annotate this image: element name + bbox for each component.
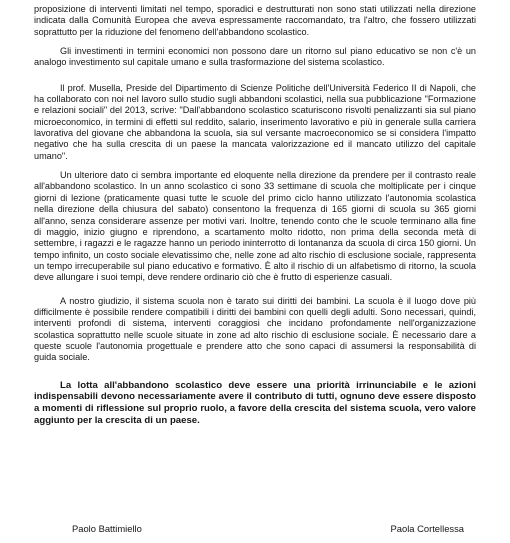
paragraph-musella-quote: Il prof. Musella, Preside del Dipartimento di Scienze Politiche dell'Università Federico II di Napoli, che ha collaborato con noi nel lavoro sullo studio sugli abbandoni scolastici, nella sua pubblicazione "Formazione e relazioni sociali" del 2013, scrive: "Dall'abbandono scolastico scaturiscono risvolti penalizzanti sia sul piano microeconomico, in termini di effetti sul reddito, salario, inserimento lavorativo e più in generale sulla carriera lavorativa del giovane che abbandona la scuola, sia sul versante macroeconomico se si considera l'impatto negativo che ha sulla crescita di un paese la mancata valorizzazione ed il mancato utilizzo del capitale umano". — [34, 82, 476, 161]
conclusion-paragraph: La lotta all'abbandono scolastico deve essere una priorità irrinunciabile e le azioni indispensabili devono necessariamente avere il contributo di tutti, ognuno deve essere disposto a momenti di riflessione sul proprio ruolo, a favore della crescita del sistema scuola, vero valore aggiunto per la crescita di un paese. — [34, 379, 476, 427]
paragraph-investments: Gli investimenti in termini economici non possono dare un ritorno sul piano educativo se non c'è un analogo investimento sul capitale umano e sulla trasformazione del sistema scolastico. — [34, 46, 476, 68]
signature-cortellessa: Paola Cortellessa — [390, 523, 464, 534]
paragraph-school-calendar: Un ulteriore dato ci sembra importante ed eloquente nella direzione da prendere per il contrasto reale all'abbandono scolastico. In un anno scolastico ci sono 33 settimane di scuola che moltiplicate per i cinque giorni di lezione (praticamente quasi tutte le scuole del primo ciclo hanno utilizzato l'autonomia scolastica nella direzione della chiusura del sabato) consentono la frequenza di 165 giorni di scuola su 365 giorni all'anno, senza considerare assenze per motivi vari. Inoltre, tenendo conto che le scuole terminano alla fine di maggio, inizio giugno e riprendono, a scartamento molto ridotto, non prima della seconda metà di settembre, i ragazzi e le ragazze hanno un periodo ininterrotto di lontananza da scuola di circa 150 giorni. Un tempo infinito, un costo sociale elevatissimo che, nelle zone ad alto rischio di esclusione sociale, rappresenta un tempo irrecuperabile sul piano educativo e formativo. È alto il rischio di un alfabetismo di ritorno, la scuola deve allungare i suoi tempi, deve rendere ordinario ciò che è frutto di esperienze casuali. — [34, 170, 476, 283]
paragraph-continuation: proposizione di interventi limitati nel tempo, sporadici e destrutturati non sono stati utilizzati nella direzione indicata dalla Comunità Europea che aveva espressamente raccomandato, tra l'altro, che fossero utilizzati soprattutto per la riduzione del fenomeno dell'abbandono scolastico. — [34, 4, 476, 37]
signature-battimiello: Paolo Battimiello — [72, 523, 142, 534]
signature-block — [72, 523, 464, 534]
paragraph-children-rights: A nostro giudizio, il sistema scuola non è tarato sui diritti dei bambini. La scuola è il luogo dove più difficilmente è possibile rendere compatibili i diritti dei bambini con quelli degli adulti. Sono necessari, quindi, interventi profondi di sistema, interventi coraggiosi che incidano profondamente nell'organizzazione scolastica soprattutto nelle scuole situate in zone ad alto rischio di esclusione sociale. È necessario dare a queste scuole l'autonomia progettuale e prendere atto che sono capaci di assumersi la responsabilità di guida sociale. — [34, 295, 476, 363]
